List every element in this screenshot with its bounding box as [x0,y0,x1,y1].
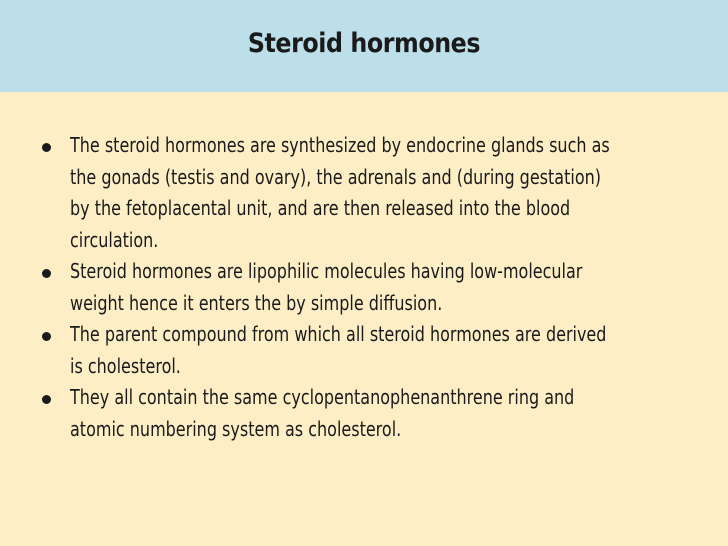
bullet-line: The steroid hormones are synthesized by endocrine glands such as [70,133,610,157]
bullet-item [0,319,728,382]
bullet-line: is cholesterol. [70,353,181,378]
bullet-text [70,382,678,445]
bullet-line: They all contain the same cyclopentanophenanthrene ring and [70,385,575,409]
bullet-dot-icon [42,332,51,341]
bullet-item [0,256,728,319]
bullet-line: the gonads (testis and ovary), the adrenals and (during gestation) [70,164,601,189]
bullet-list [0,130,728,445]
bullet-line: weight hence it enters the by simple diffusion. [70,290,443,315]
bullet-text [70,256,678,319]
bullet-dot-icon [42,395,51,404]
bullet-line: circulation. [70,227,159,252]
bullet-text [70,319,678,382]
slide-content [0,130,728,530]
bullet-dot-icon [42,269,51,278]
bullet-item [0,382,728,445]
bullet-line: The parent compound from which all steroid hormones are derived [70,322,607,346]
bullet-dot-icon [42,143,51,152]
slide-title: Steroid hormones [247,27,481,59]
bullet-text [70,130,678,256]
bullet-item [0,130,728,256]
bullet-line: atomic numbering system as cholesterol. [70,416,402,441]
bullet-line: Steroid hormones are lipophilic molecules having low-molecular [70,259,583,283]
bullet-line: by the fetoplacental unit, and are then released into the blood [70,196,571,220]
title-bar [0,0,728,92]
